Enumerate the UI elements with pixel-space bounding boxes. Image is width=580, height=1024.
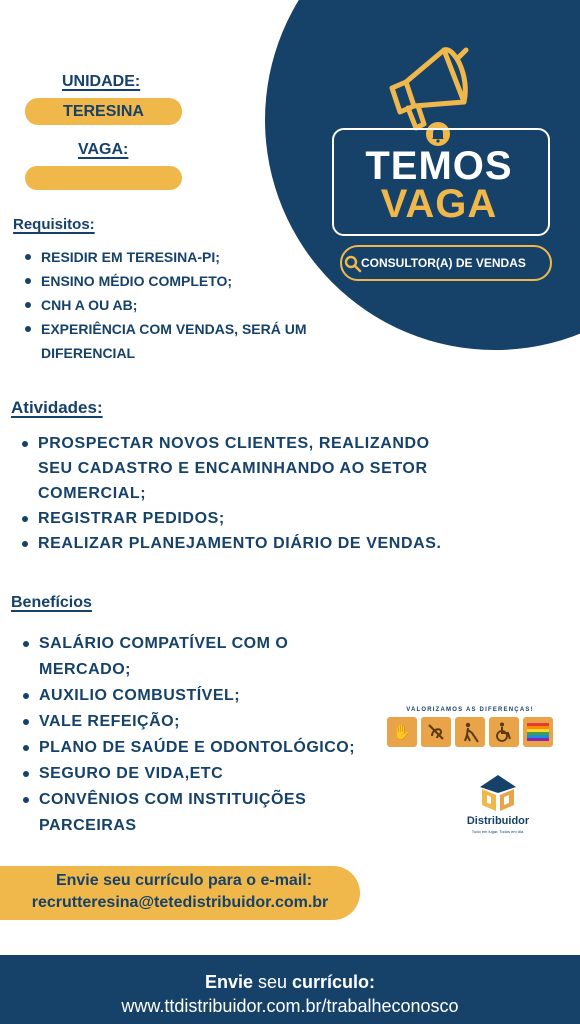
beneficios-title: Benefícios	[11, 594, 92, 611]
atividades-list	[38, 431, 442, 556]
sign-language-icon: ✋	[387, 717, 417, 747]
list-item: RESIDIR EM TERESINA-PI;	[41, 245, 307, 269]
megaphone-icon	[378, 36, 474, 132]
list-item-continuation: PARCEIRAS	[39, 817, 137, 834]
vaga-label: VAGA:	[78, 141, 129, 158]
list-item: CONVÊNIOS COM INSTITUIÇÕES	[39, 787, 355, 813]
list-item-continuation: COMERCIAL;	[38, 485, 147, 502]
list-item-continuation: DIFERENCIAL	[41, 345, 136, 361]
list-item: REALIZAR PLANEJAMENTO DIÁRIO DE VENDAS.	[38, 531, 442, 556]
wheelchair-icon	[489, 717, 519, 747]
footer-url[interactable]: www.ttdistribuidor.com.br/trabalheconosco	[121, 996, 459, 1016]
search-icon	[344, 255, 362, 273]
unidade-label: UNIDADE:	[62, 73, 141, 90]
list-item: PLANO DE SAÚDE E ODONTOLÓGICO;	[39, 735, 355, 761]
list-item: SALÁRIO COMPATÍVEL COM O	[39, 631, 355, 657]
list-item: VALE REFEIÇÃO;	[39, 709, 355, 735]
list-item-continuation: SEU CADASTRO E ENCAMINHANDO AO SETOR	[38, 460, 428, 477]
footer-curriculo: currículo:	[292, 972, 376, 992]
hero-title-line1: TEMOS	[365, 144, 513, 188]
list-item: EXPERIÊNCIA COM VENDAS, SERÁ UM	[41, 317, 307, 341]
deaf-icon	[421, 717, 451, 747]
hero-title-line2: VAGA	[380, 182, 498, 226]
vaga-pill	[25, 166, 182, 190]
beneficios-list	[39, 631, 355, 839]
list-item: CNH A OU AB;	[41, 293, 307, 317]
blind-icon	[455, 717, 485, 747]
list-item: SEGURO DE VIDA,ETC	[39, 761, 355, 787]
email-cta-line1: Envie seu currículo para o e-mail:	[55, 872, 313, 889]
list-item: REGISTRAR PEDIDOS;	[38, 506, 442, 531]
footer-envie: Envie	[204, 972, 253, 992]
brand-name: Distribuidor	[466, 815, 530, 827]
position-label: CONSULTOR(A) DE VENDAS	[361, 256, 526, 270]
email-address[interactable]: recrutteresina@tetedistribuidor.com.br	[31, 894, 329, 911]
list-item: PROSPECTAR NOVOS CLIENTES, REALIZANDO	[38, 431, 442, 456]
diversity-icons	[387, 717, 553, 747]
rainbow-flag-icon	[523, 717, 553, 747]
list-item: ENSINO MÉDIO COMPLETO;	[41, 269, 307, 293]
list-item: AUXILIO COMBUSTÍVEL;	[39, 683, 355, 709]
unidade-value: TERESINA	[63, 103, 144, 120]
list-item-continuation: MERCADO;	[39, 661, 131, 678]
requisitos-title: Requisitos:	[13, 216, 95, 233]
atividades-title: Atividades:	[11, 398, 103, 417]
distribuidor-logo-icon	[478, 773, 518, 813]
footer-heading	[0, 972, 580, 993]
requisitos-list	[41, 245, 307, 365]
footer-seu: seu	[257, 972, 288, 992]
diversity-title: VALORIZAMOS AS DIFERENÇAS!	[406, 707, 534, 713]
brand-tagline: Tudo em lugar. Todos em dia.	[471, 829, 525, 834]
